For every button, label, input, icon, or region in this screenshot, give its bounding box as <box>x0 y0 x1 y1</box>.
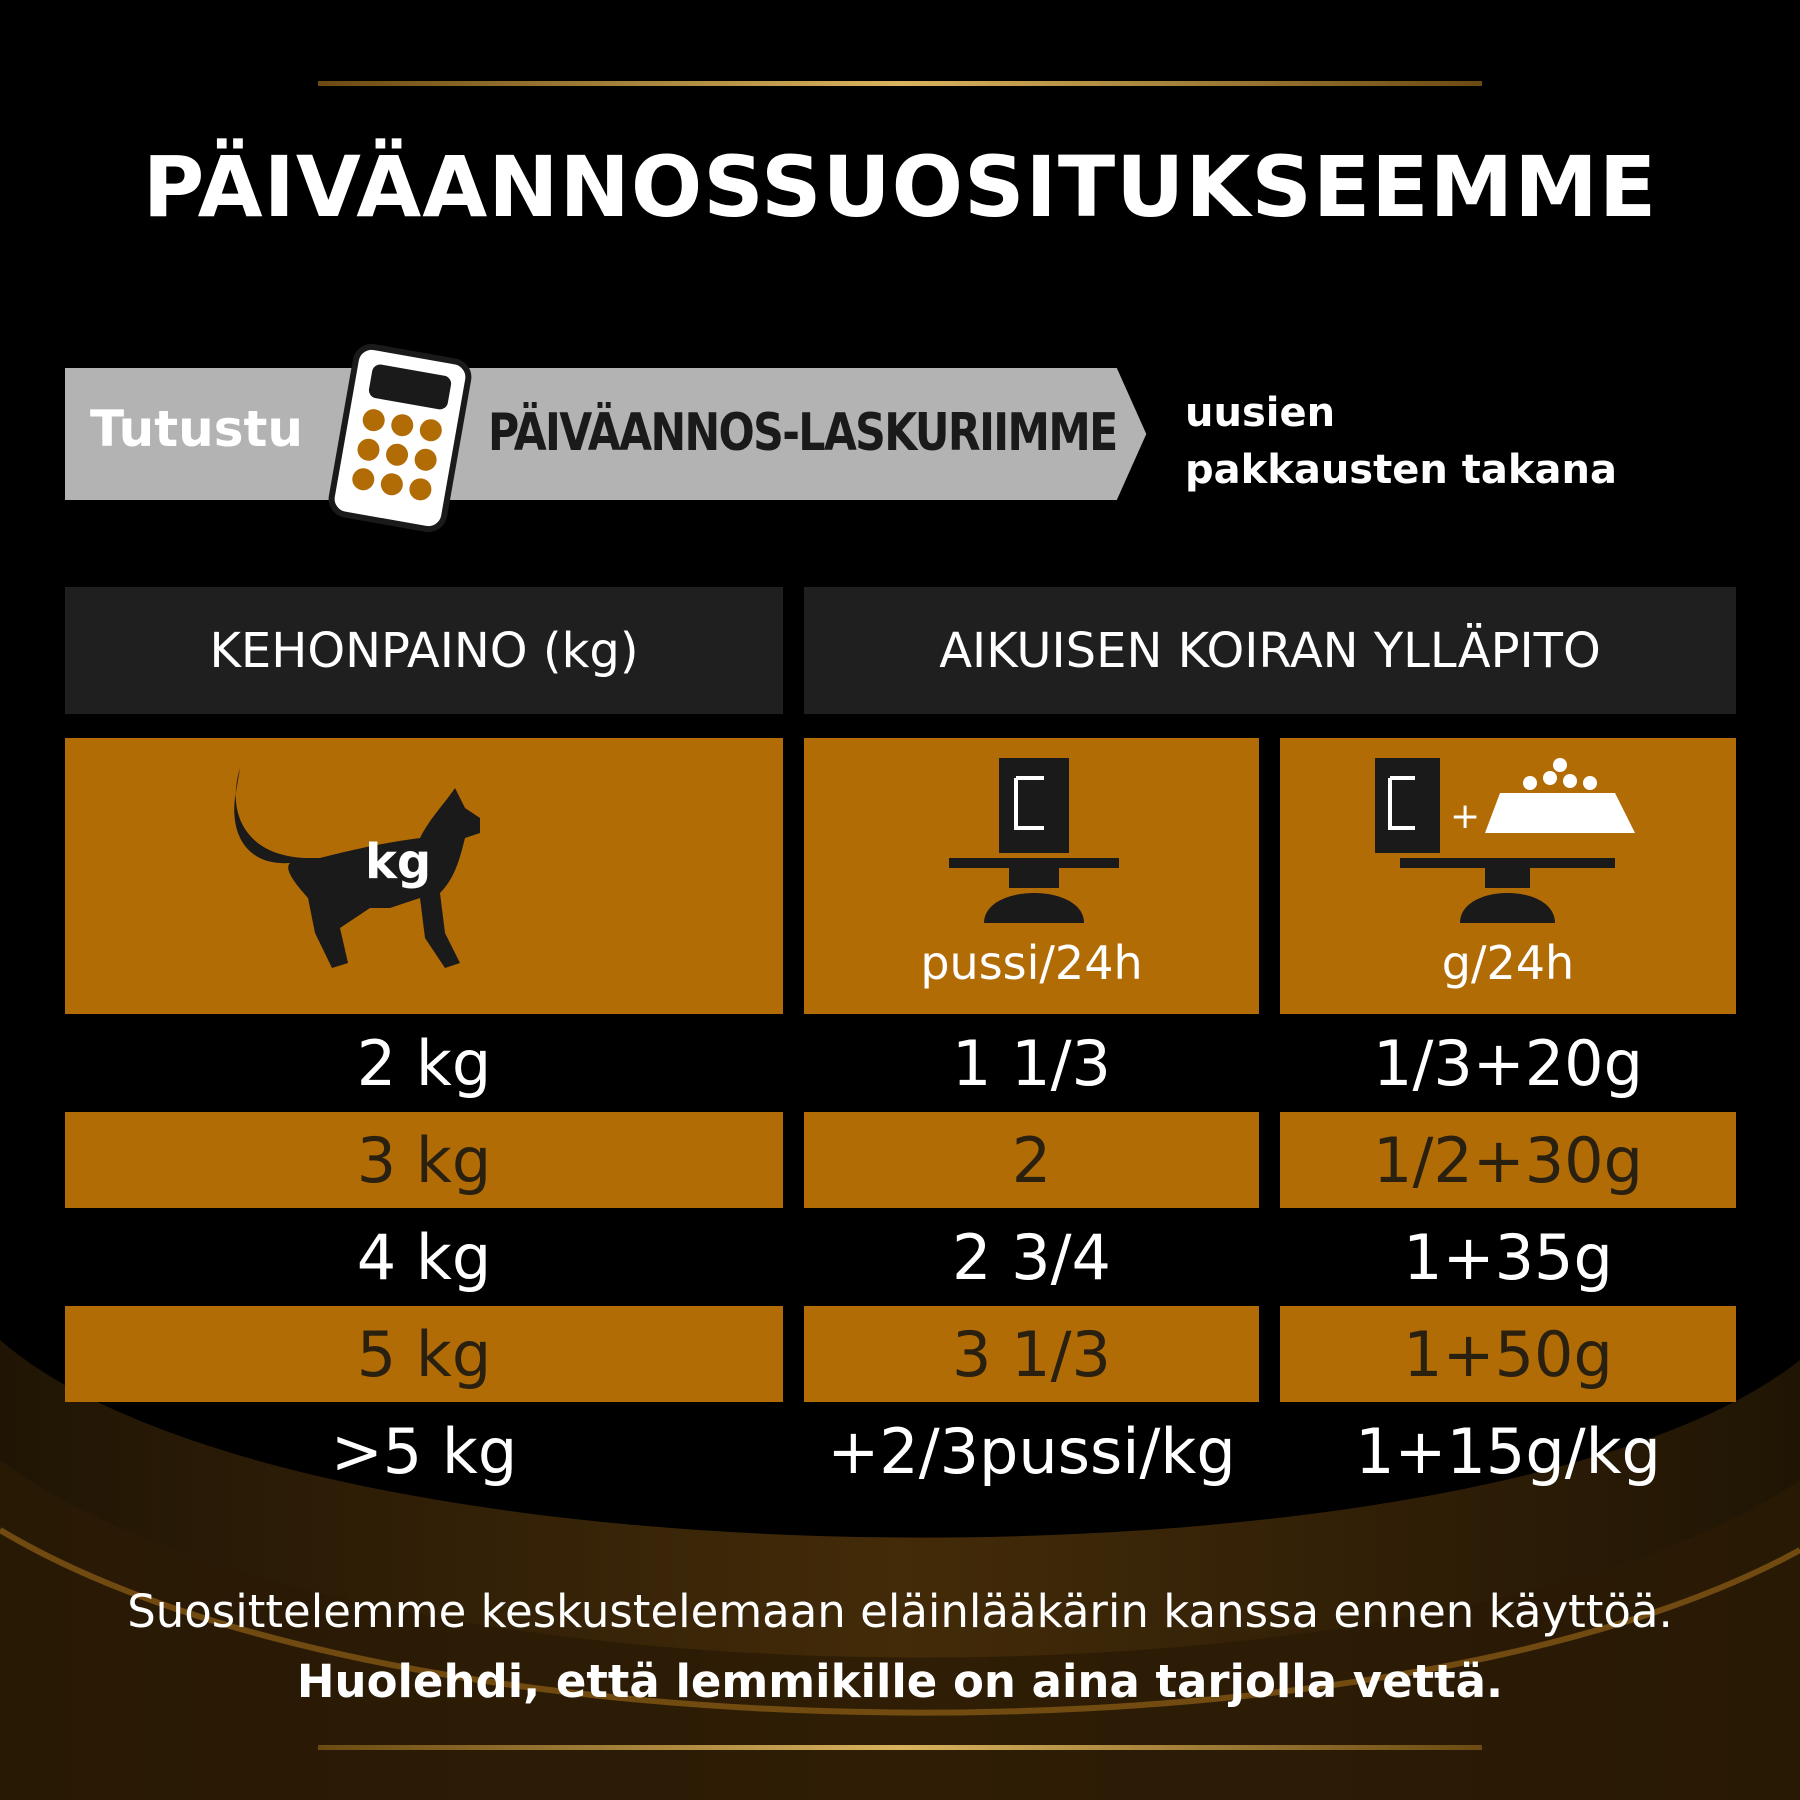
pouch-plus-bowl-scale-icon <box>1370 753 1650 933</box>
banner-note-line2: pakkausten takana <box>1185 447 1617 493</box>
pouch-cell: +2/3pussi/kg <box>827 1414 1236 1488</box>
header-body-weight: KEHONPAINO (kg) <box>65 587 783 714</box>
weight-cell: 4 kg <box>356 1220 492 1294</box>
header-adult-maintenance: AIKUISEN KOIRAN YLLÄPITO <box>804 587 1736 714</box>
mix-cell: 1/3+20g <box>1373 1026 1643 1100</box>
pouch-unit-label: pussi/24h <box>920 936 1143 990</box>
cat-kg-label: kg <box>365 834 432 890</box>
banner-note <box>1185 385 1617 499</box>
mix-cell: 1+35g <box>1403 1220 1613 1294</box>
calculator-icon <box>325 343 475 533</box>
svg-text:+: + <box>1450 796 1481 837</box>
page-title: PÄIVÄANNOSSUOSITUKSEEMME <box>142 138 1658 236</box>
banner-note-line1: uusien <box>1185 390 1336 436</box>
bottom-gold-rule <box>318 1745 1482 1750</box>
pouch-scale-icon <box>944 753 1124 933</box>
icon-cell-pouch <box>804 738 1259 1014</box>
icon-cell-mix <box>1280 738 1736 1014</box>
weight-cell: 2 kg <box>356 1026 492 1100</box>
footer-water-reminder: Huolehdi, että lemmikille on aina tarjolla vettä. <box>296 1655 1504 1708</box>
banner-lead-text: Tutustu <box>90 400 303 458</box>
weight-cell: 5 kg <box>65 1306 783 1402</box>
weight-cell: >5 kg <box>330 1414 518 1488</box>
icon-cell-weight <box>65 738 783 1014</box>
banner-calculator-text: PÄIVÄANNOS-LASKURIIMME <box>488 403 1117 463</box>
mix-unit-label: g/24h <box>1441 936 1575 990</box>
footer-vet-advice: Suosittelemme keskustelemaan eläinlääkärin kanssa ennen käyttöä. <box>127 1585 1673 1638</box>
mix-cell: 1+50g <box>1280 1306 1736 1402</box>
pouch-cell: 2 <box>804 1112 1259 1208</box>
pouch-cell: 3 1/3 <box>804 1306 1259 1402</box>
weight-cell: 3 kg <box>65 1112 783 1208</box>
pouch-cell: 1 1/3 <box>952 1026 1111 1100</box>
top-gold-rule <box>318 81 1482 86</box>
mix-cell: 1+15g/kg <box>1355 1414 1661 1488</box>
mix-cell: 1/2+30g <box>1280 1112 1736 1208</box>
pouch-cell: 2 3/4 <box>952 1220 1111 1294</box>
